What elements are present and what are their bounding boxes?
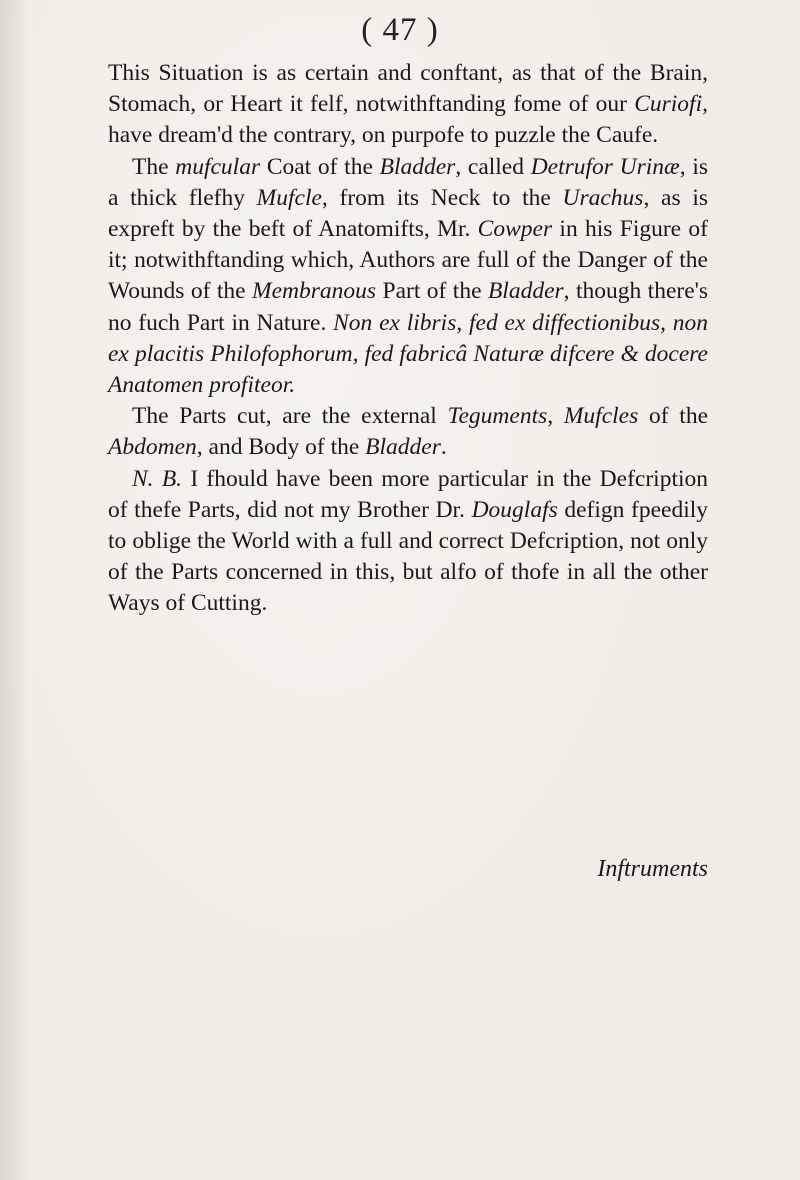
text-run: ,: [547, 403, 564, 430]
italic-text: Detrufor Urinæ: [530, 153, 680, 180]
page-edge-shadow: [0, 0, 30, 1180]
italic-text: Abdomen: [108, 434, 197, 461]
body-text: [108, 58, 708, 620]
paragraph: [108, 464, 708, 620]
catchword: Inftruments: [597, 856, 708, 882]
text-run: Part of the: [376, 278, 488, 305]
text-run: I fhould have been more particular in the Defcription of thefe Parts, did not my Brother Dr.: [108, 465, 709, 523]
paragraph: [108, 152, 708, 402]
italic-text: Douglafs: [471, 496, 558, 523]
italic-text: Bladder: [379, 153, 456, 180]
italic-text: Cowper: [477, 216, 553, 243]
italic-text: Curiofi: [634, 91, 703, 118]
italic-text: Bladder: [487, 278, 564, 305]
italic-text: N. B.: [132, 465, 183, 492]
text-run: , as is expreft by the beft of Anatomifts, Mr.: [108, 184, 708, 243]
text-run: , and Body of the: [196, 434, 366, 461]
text-run: The: [132, 153, 176, 180]
text-run: , from its Neck to the: [321, 184, 563, 211]
text-run: , is a thick flefhy: [108, 153, 708, 211]
paragraph: [108, 401, 708, 463]
text-run: .: [440, 434, 447, 461]
italic-text: Non ex libris, fed ex diffectionibus, non ex placitis Philofophorum, fed fabricâ Naturæ difcere & docere Anatomen profiteor.: [108, 309, 708, 399]
text-run: The Parts cut, are the external: [132, 403, 448, 430]
text-run: Coat of the: [260, 153, 380, 180]
page-number: ( 47 ): [361, 12, 439, 48]
text-run: This Situation is as certain and conftant, as that of the Brain, Stomach, or Heart it felf, notwithftanding fome of our: [108, 60, 708, 118]
text-run: of the: [638, 403, 708, 430]
italic-text: mufcular: [175, 153, 261, 180]
italic-text: Mufcle: [256, 184, 322, 211]
text-run: in his Figure of it; notwithftanding which, Authors are full of the Danger of the Wounds of the: [108, 216, 708, 305]
text-run: defign fpeedily to oblige the World with a full and correct Defcription, not only of the Parts concerned in this, but alfo of thofe in all the other Ways of Cutting.: [108, 496, 709, 617]
paragraph: [108, 58, 708, 152]
italic-text: Bladder: [365, 434, 441, 461]
text-run: , have dream'd the contrary, on purpofe to puzzle the Caufe.: [108, 91, 708, 149]
italic-text: Urachus: [562, 184, 644, 211]
text-run: , called: [455, 153, 531, 180]
italic-text: Membranous: [252, 278, 377, 305]
italic-text: Mufcles: [563, 403, 639, 430]
italic-text: Teguments: [447, 403, 548, 430]
text-run: , though there's no fuch Part in Nature.: [108, 278, 709, 336]
